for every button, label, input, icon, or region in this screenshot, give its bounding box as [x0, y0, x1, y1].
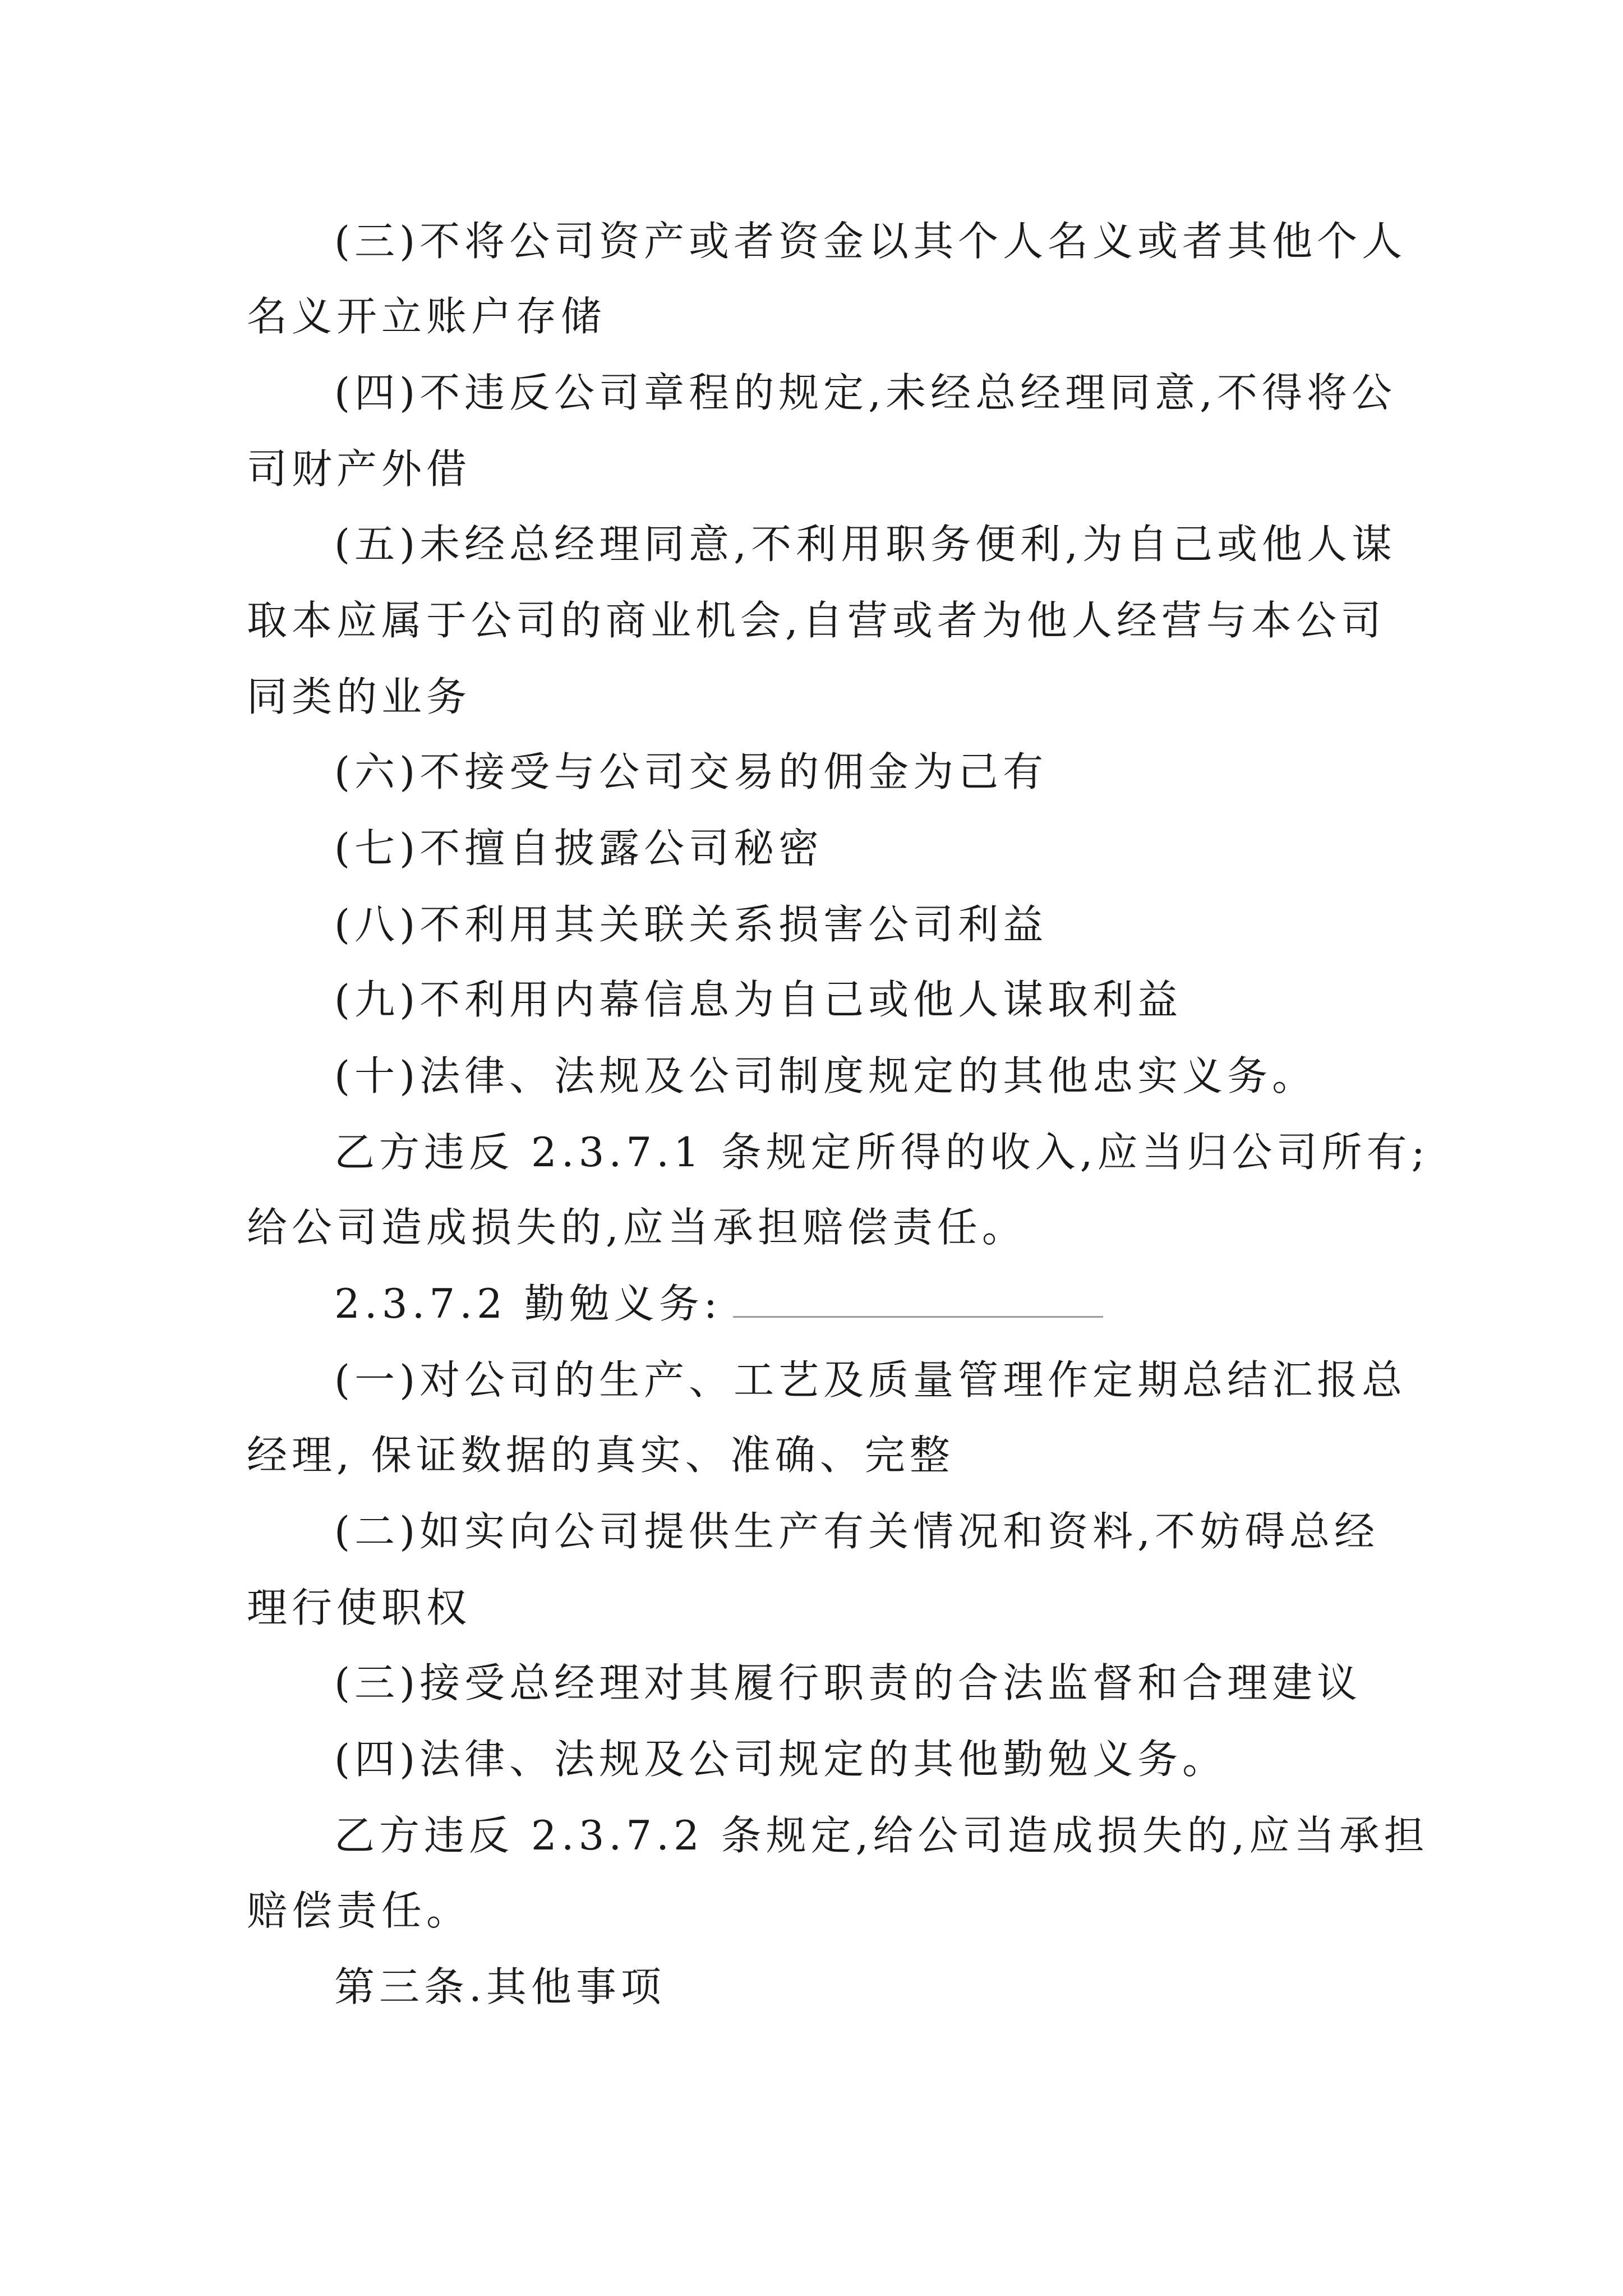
text-line: 乙方违反 2.3.7.2 条规定,给公司造成损失的,应当承担	[334, 1812, 1429, 1859]
text-line: (六)不接受与公司交易的佣金为己有	[334, 748, 1048, 795]
text-line: (二)如实向公司提供生产有关情况和资料,不妨碍总经	[334, 1508, 1380, 1555]
text-line: (九)不利用内幕信息为自己或他人谋取利益	[334, 976, 1183, 1023]
article-heading: 第三条.其他事项	[334, 1963, 666, 2010]
text-line: 取本应属于公司的商业机会,自营或者为他人经营与本公司	[247, 597, 1386, 644]
text-line: 赔偿责任。	[247, 1887, 472, 1934]
text-line: (五)未经总经理同意,不利用职务便利,为自己或他人谋	[334, 521, 1396, 568]
text-line: 名义开立账户存储	[247, 293, 606, 340]
text-line: (四)法律、法规及公司规定的其他勤勉义务。	[334, 1736, 1228, 1783]
text-line: (十)法律、法规及公司制度规定的其他忠实义务。	[334, 1052, 1317, 1099]
section-heading: 2.3.7.2 勤勉义务:	[334, 1280, 722, 1327]
text-line: (八)不利用其关联关系损害公司利益	[334, 901, 1048, 948]
text-line	[334, 1276, 1103, 1332]
text-line: (七)不擅自披露公司秘密	[334, 825, 824, 872]
text-line: (四)不违反公司章程的规定,未经总经理同意,不得将公	[334, 369, 1396, 416]
fill-in-blank-line	[733, 1316, 1103, 1318]
text-line: (三)接受总经理对其履行职责的合法监督和合理建议	[334, 1659, 1362, 1706]
text-line: 乙方违反 2.3.7.1 条规定所得的收入,应当归公司所有;	[334, 1129, 1430, 1176]
text-line: 同类的业务	[247, 673, 472, 720]
text-line: 经理, 保证数据的真实、准确、完整	[247, 1432, 955, 1479]
text-line: 司财产外借	[247, 445, 472, 493]
text-line: (一)对公司的生产、工艺及质量管理作定期总结汇报总	[334, 1356, 1407, 1404]
text-line: (三)不将公司资产或者资金以其个人名义或者其他个人	[334, 218, 1407, 265]
text-line: 给公司造成损失的,应当承担赔偿责任。	[247, 1204, 1027, 1251]
text-line: 理行使职权	[247, 1584, 472, 1631]
